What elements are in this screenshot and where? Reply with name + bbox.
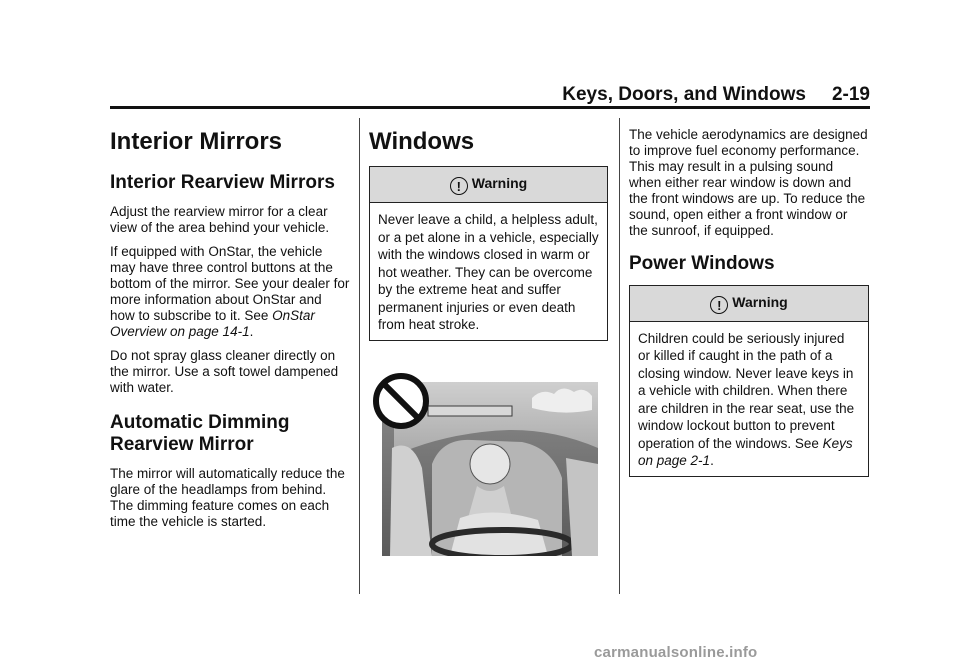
warning-icon: ! [450,177,468,195]
column-3 [629,127,869,477]
paragraph: If equipped with OnStar, the vehicle may have three control buttons at the bottom of the mirror. See your dealer for more information about OnStar and how to subscribe to it. See OnStar Overview on page 14-1. [110,243,350,339]
child-in-car-illustration [372,368,598,556]
warning-text: Never leave a child, a helpless adult, or a pet alone in a vehicle, especially with the windows closed in warm or hot weather. They can be overcome by the extreme heat and suffer permanent injuries or even death from heat stroke. [378,212,599,332]
paragraph: The vehicle aerodynamics are designed to improve fuel economy performance. This may result in a pulsing sound when either rear window is down and the front windows are up. To reduce the sound, open either a front window or the sunroof, if equipped. [629,127,868,238]
page-number: 2-19 [831,84,870,105]
section-heading: Windows [369,128,475,155]
section-heading: Power Windows [629,253,775,274]
header-rule [110,106,870,109]
warning-box [629,285,869,477]
column-1 [110,124,350,538]
column-divider [359,118,360,594]
warning-label: Warning [471,175,528,191]
column-divider [619,118,620,594]
warning-label: Warning [732,293,788,310]
warning-icon: ! [710,296,728,314]
warning-text: Children could be seriously injured or killed if caught in the path of a closing window. Never leave keys in a vehicle with children. When there are children in the rear seat, use the window lockout button to prevent operation of the windows. See Keys on page 2-1. [638,330,855,469]
warning-header [370,167,607,203]
warning-box [369,166,608,341]
column-2 [369,124,608,341]
paragraph: The mirror will automatically reduce the glare of the headlamps from behind. The dimming feature comes on each time the vehicle is started. [110,465,345,529]
warning-header [630,286,868,322]
subsection-heading: Automatic Dimming Rearview Mirror [110,411,290,455]
watermark: carmanualsonline.info [594,644,758,661]
paragraph: Do not spray glass cleaner directly on the mirror. Use a soft towel dampened with water. [110,347,339,395]
section-title: Keys, Doors, and Windows [562,84,806,105]
page-header [110,84,870,106]
cross-reference-link[interactable]: Keys on page 2-1 [638,435,853,469]
section-heading: Interior Mirrors [110,128,283,155]
subsection-heading: Interior Rearview Mirrors [110,172,335,193]
paragraph: Adjust the rearview mirror for a clear view of the area behind your vehicle. [110,203,330,235]
cross-reference-link[interactable]: OnStar Overview on page 14-1 [110,307,315,339]
